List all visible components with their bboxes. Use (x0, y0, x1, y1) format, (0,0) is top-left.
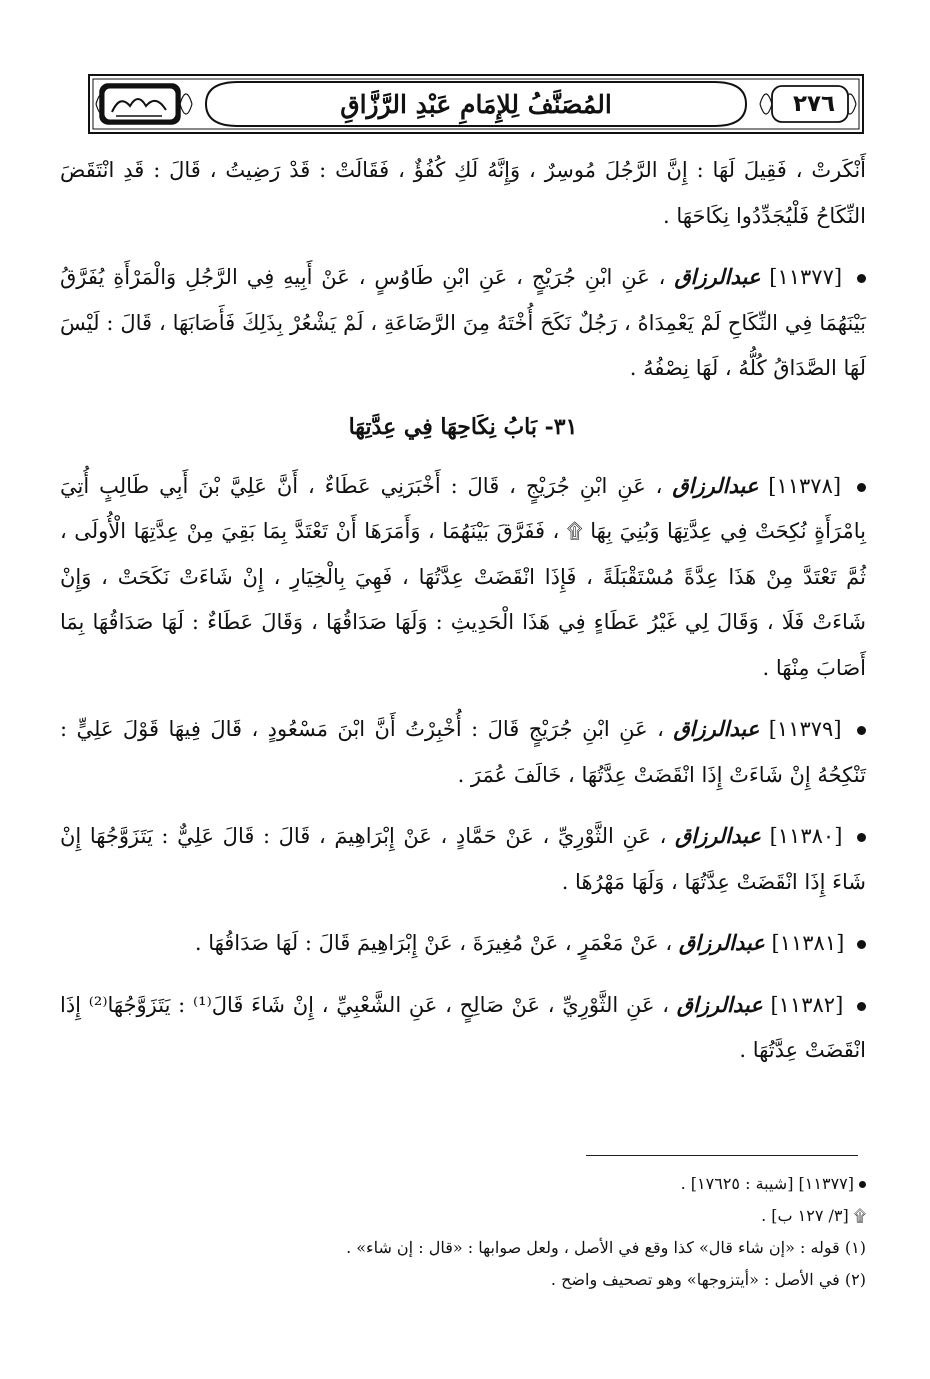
narrator-name: عبدالرزاق (673, 716, 760, 741)
hadith-id: [١١٣٧٨] (768, 473, 842, 498)
hadith-text: ، عَنِ الثَّوْرِيِّ ، عَنْ حَمَّادٍ ، عَنْ إِبْرَاهِيمَ ، قَالَ : قَالَ عَلِيٌّ : يَتَزَوَّجُهَا إِنْ شَاءَ إِذَا انْقَضَتْ عِدَّتُهَا ، وَلَهَا مَهْرُهَا . (60, 824, 866, 894)
hadith-id: [١١٣٧٧] (769, 265, 843, 289)
hadith-text: ، عَنِ ابْنِ جُرَيْجٍ ، قَالَ : أَخْبَرَنِي عَطَاءٌ ، أَنَّ عَلِيَّ بْنَ أَبِي طَالِبٍ أُتِيَ بِامْرَأَةٍ نُكِحَتْ فِي عِدَّتِهَا وَبُنِيَ بِهَا ۩ ، فَفَرَّقَ بَيْنَهُمَا ، وَأَمَرَهَا أَنْ تَعْتَدَّ بِمَا بَقِيَ مِنْ عِدَّتِهَا الْأُولَى ، ثُمَّ تَعْتَدَّ مِنْ هَذَا عِدَّةً مُسْتَقْبَلَةً ، فَإِذَا انْقَضَتْ عِدَّتُهَا ، فَهِيَ بِالْخِيَارِ ، إِنْ شَاءَتْ نَكَحَتْ ، وَإِنْ شَاءَتْ فَلَا ، وَقَالَ لِي غَيْرُ عَطَاءٍ فِي هَذَا الْحَدِيثِ : وَلَهَا صَدَاقُهَا ، وَقَالَ عَطَاءٌ : لَهَا صَدَاقُهَا بِمَا أَصَابَ مِنْهَا . (60, 473, 866, 680)
book-title: المُصَنَّفُ لِلإِمَامِ عَبْدِ الرَّزَّاقِ (340, 89, 612, 119)
hadith-id: [١١٣٨٠] (769, 824, 843, 848)
narrator-name: عبدالرزاق (676, 991, 763, 1017)
hadith-id: [١١٣٨٢] (770, 992, 844, 1017)
narrator-name: عبدالرزاق (674, 264, 761, 289)
narrator-name: عبدالرزاق (678, 930, 765, 955)
paragraph-continued (60, 148, 866, 239)
hadith-11379 (60, 706, 866, 798)
hadith-11381 (60, 920, 866, 967)
hadith-id: [١١٣٨١] (771, 931, 845, 955)
narrator-name: عبدالرزاق (674, 823, 761, 848)
footnotes (60, 1168, 866, 1296)
hadith-11380 (60, 813, 866, 905)
hadith-11378 (60, 463, 866, 692)
main-text (60, 148, 866, 1089)
book-title-seal-icon (100, 84, 178, 124)
hadith-id: [١١٣٧٩] (768, 717, 842, 741)
narrator-name: عبدالرزاق (672, 472, 759, 498)
footnote-2: (٢) في الأصل : «أيتزوجها» وهو تصحيف واضح . (550, 1270, 866, 1289)
hadith-text: ، عَنِ ابْنِ جُرَيْجٍ ، عَنِ ابْنِ طَاوُسٍ ، عَنْ أَبِيهِ فِي الرَّجُلِ وَالْمَرْأَةِ يُفَرَّقُ بَيْنَهُمَا فِي النِّكَاحِ لَمْ يَعْمِدَاهُ ، رَجُلٌ نَكَحَ أُخْتَهُ مِنَ الرَّضَاعَةِ ، لَمْ يَشْعُرْ بِذَلِكَ فَأَصَابَهَا ، قَالَ : لَيْسَ لَهَا الصَّدَاقُ كُلُّهُ ، لَهَا نِصْفُهُ . (60, 265, 866, 380)
footnote-source: [١١٣٧٧] [شيبة : ١٧٦٢٥] . (60, 1168, 866, 1200)
paragraph-text: أَنْكَرتْ ، فَقِيلَ لَهَا : إِنَّ الرَّجُلَ مُوسِرٌ ، وَإِنَّهُ لَكِ كُفُؤٌ ، فَقَالَتْ : قَدْ رَضِيتُ ، قَالَ : قَدِ انْتَقَضَ النِّكَاحُ فَلْيُجَدِّدُوا نِكَاحَهَا . (60, 158, 866, 228)
hadith-text: ، عَنِ الثَّوْرِيِّ ، عَنْ صَالِحٍ ، عَنِ الشَّعْبِيِّ ، إِنْ شَاءَ قَالَ⁽¹⁾ : يَتَزَوَّجُهَا⁽²⁾ إِذَا انْقَضَتْ عِدَّتُهَا . (60, 992, 866, 1062)
page-number: ٢٧٦ (792, 91, 836, 117)
footnote-separator (586, 1155, 858, 1156)
hadith-11377 (60, 254, 866, 392)
hadith-text: ، عَنِ ابْنِ جُرَيْجٍ قَالَ : أُخْبِرْتُ أَنَّ ابْنَ مَسْعُودٍ ، قَالَ فِيهَا قَوْلَ عَلِيٍّ : تَنْكِحُهُ إِنْ شَاءَتْ إِذَا انْقَضَتْ عِدَّتُهَا ، خَالَفَ عُمَرَ . (60, 717, 866, 787)
hadith-11382 (60, 982, 866, 1074)
footnote-1: (١) قوله : «إن شاء قال» كذا وقع في الأصل ، ولعل صوابها : «قال : إن شاء» . (346, 1238, 866, 1257)
footnote-manuscript-folio: ۩ [٣/ ١٢٧ ب] . (761, 1206, 866, 1225)
page-header (88, 74, 864, 134)
chapter-heading: ٣١- بَابُ نِكَاحِهَا فِي عِدَّتِهَا (348, 413, 578, 440)
hadith-text: ، عَنْ مَعْمَرٍ ، عَنْ مُغِيرَةَ ، عَنْ إِبْرَاهِيمَ قَالَ : لَهَا صَدَاقُهَا . (194, 931, 673, 955)
